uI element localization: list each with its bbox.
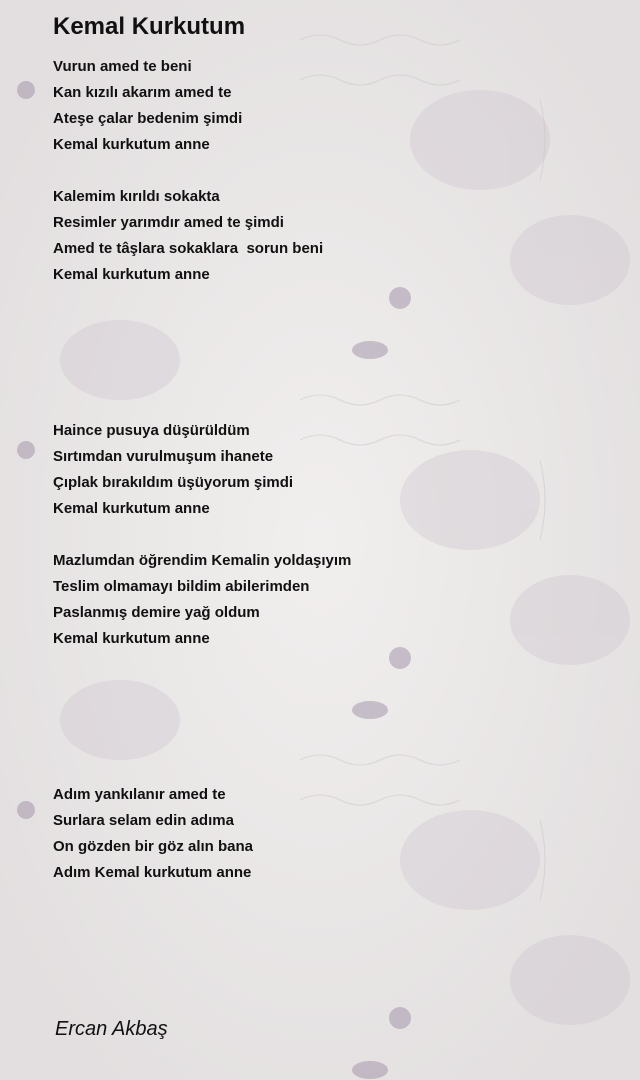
poem-line: Mazlumdan öğrendim Kemalin yoldaşıyım: [53, 552, 352, 569]
poem-line: Adım yankılanır amed te: [53, 786, 226, 803]
poem-line: Kan kızılı akarım amed te: [53, 84, 232, 101]
stanza-break: [53, 652, 613, 678]
stanza-break: [53, 392, 613, 418]
poem-line: Kalemim kırıldı sokakta: [53, 188, 220, 205]
stanza-break: [53, 730, 613, 756]
stanza-break: [53, 340, 613, 366]
poem-body: [53, 54, 613, 886]
poem-line: Amed te tâşlara sokaklara sorun beni: [53, 240, 324, 257]
poem-line: Vurun amed te beni: [53, 58, 192, 75]
poem-line: Adım Kemal kurkutum anne: [53, 864, 252, 881]
poem-line: Kemal kurkutum anne: [53, 500, 210, 517]
poem-line: Kemal kurkutum anne: [53, 630, 210, 647]
poem-line: Teslim olmamayı bildim abilerimden: [53, 578, 310, 595]
poem-line: Resimler yarımdır amed te şimdi: [53, 214, 284, 231]
poem-title: Kemal Kurkutum: [53, 13, 246, 40]
stanza-break: [53, 756, 613, 782]
poem-line: Surlara selam edin adıma: [53, 812, 234, 829]
stanza-break: [53, 366, 613, 392]
poem-author: Ercan Akbaş: [55, 1018, 168, 1040]
poem-line: On gözden bir göz alın bana: [53, 838, 254, 855]
poem-container: [53, 12, 613, 886]
stanza-break: [53, 158, 613, 184]
poem-line: Kemal kurkutum anne: [53, 266, 210, 283]
poem-line: Ateşe çalar bedenim şimdi: [53, 110, 243, 127]
poem-line: Haince pusuya düşürüldüm: [53, 422, 250, 439]
stanza-break: [53, 314, 613, 340]
poem-line: Kemal kurkutum anne: [53, 136, 210, 153]
stanza-break: [53, 704, 613, 730]
stanza-break: [53, 288, 613, 314]
poem-line: Sırtımdan vurulmuşum ihanete: [53, 448, 274, 465]
poem-line: Paslanmış demire yağ oldum: [53, 604, 260, 621]
poem-line: Çıplak bırakıldım üşüyorum şimdi: [53, 474, 294, 491]
stanza-break: [53, 522, 613, 548]
stanza-break: [53, 678, 613, 704]
